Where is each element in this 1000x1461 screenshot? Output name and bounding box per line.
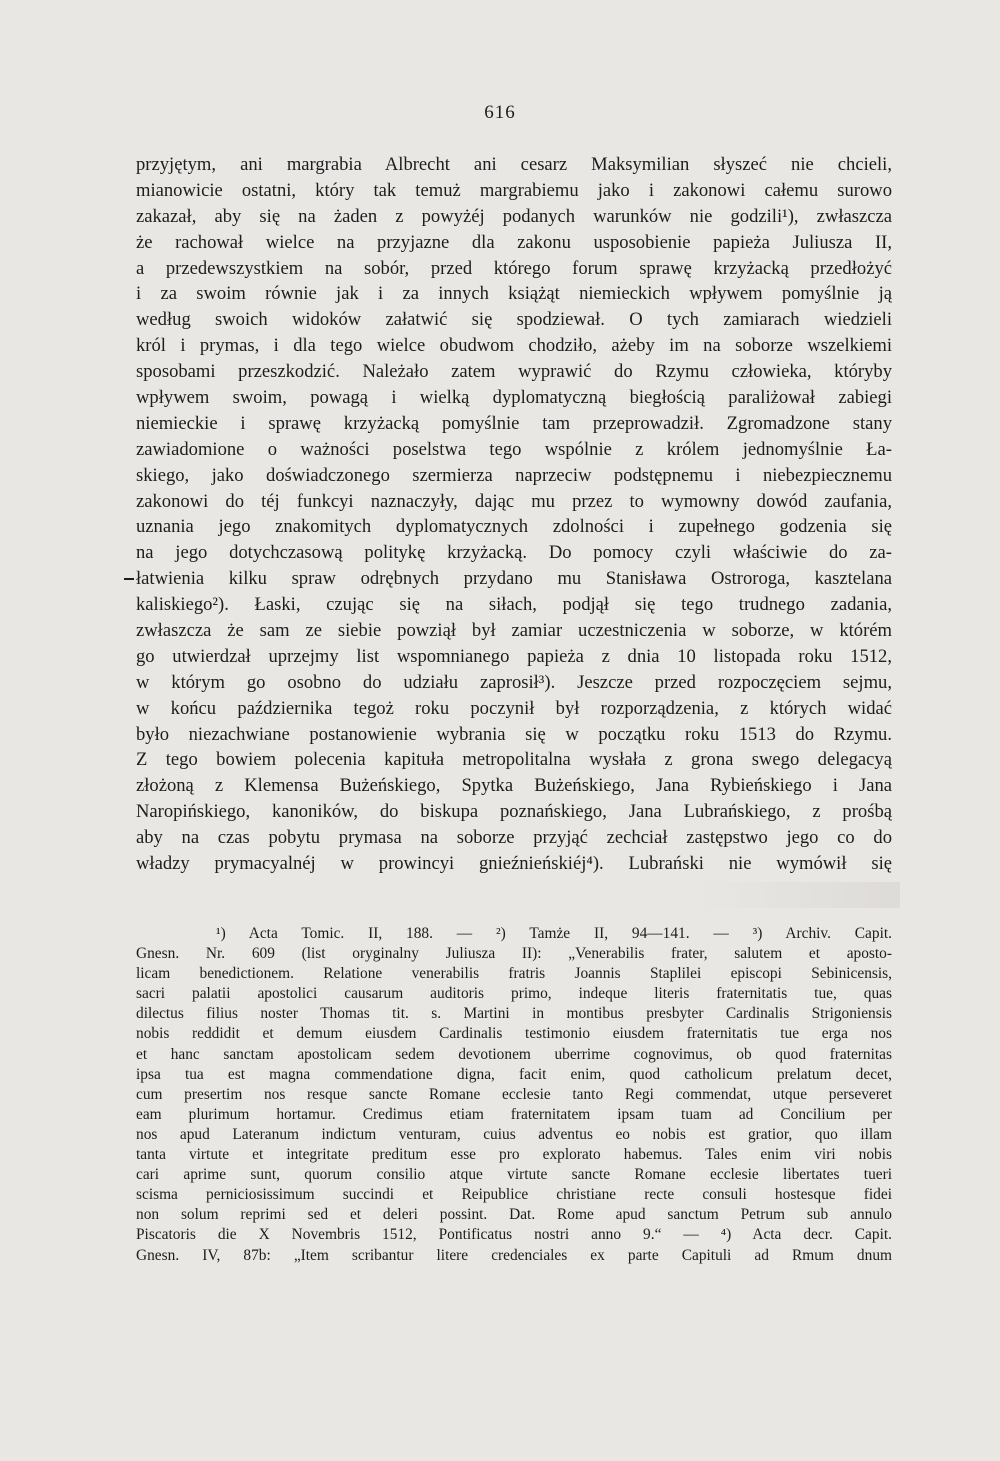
footnote-line: ¹) Acta Tomic. II, 188. — ²) Tamże II, 94—141. — ³) Archiv. Capit. (216, 925, 892, 942)
text-line: król i prymas, i dla tego wielce obudwom chodziło, ażeby im na soborze wszelkiemi (136, 335, 892, 357)
text-line: skiego, jako doświadczonego szermierza naprzeciw podstępnemu i niebezpiecznemu (136, 464, 892, 486)
footnote-line: nobis reddidit et demum eiusdem Cardinalis testimonio eiusdem fraternitatis tue erga nos (136, 1025, 892, 1043)
text-line: łatwienia kilku spraw odrębnych przydano mu Stanisława Ostroroga, kasztelana (136, 568, 892, 590)
text-line: zwłaszcza że sam ze siebie powziął był zamiar uczestniczenia w soborze, w którém (136, 620, 892, 642)
text-line: że rachował wielce na przyjazne dla zakonu usposobienie papieża Juliusza II, (136, 231, 892, 253)
footnote-line: nos apud Lateranum indictum venturam, cuius adventus eo nobis est gratior, quo illam (136, 1125, 892, 1143)
footnote-line: ipsa tua est magna commendatione digna, facit enim, quod catholicum prelatum decet, (136, 1065, 892, 1083)
footnote-line: sacri palatii apostolici causarum auditoris primo, indeque literis fraternitatis tue, quas (136, 985, 892, 1003)
main-text (136, 152, 892, 877)
footnotes (136, 924, 892, 1266)
footnote-line: scisma perniciosissimum succindi et Reipublice christiane recte consuli hostesque fidei (136, 1186, 892, 1204)
footnote-line: eam plurimum hortamur. Credimus etiam fraternitatem ipsam tuam ad Concilium per (136, 1105, 892, 1123)
text-line: złożoną z Klemensa Bużeńskiego, Spytka Bużeńskiego, Jana Rybieńskiego i Jana (136, 775, 892, 797)
text-line: w końcu października tegoż roku poczynił był rozporządzenia, z których widać (136, 697, 892, 719)
page-number: 616 (484, 102, 516, 123)
text-line: wpływem swoim, powagą i wielką dyplomatyczną biegłością paraliżował zabiegi (136, 387, 892, 409)
footnote-line: cari aprime sunt, quorum consilio atque virtute sancte Romane ecclesie libertates tueri (136, 1166, 892, 1184)
footnote-line: non solum reprimi sed et deleri possint. Dat. Rome apud sanctum Petrum sub annulo (136, 1206, 892, 1224)
text-line: zakonowi do téj funkcyi naznaczyły, dając mu przez to wymowny dowód zaufania, (136, 490, 892, 512)
text-line: zawiadomione o ważności poselstwa tego wspólnie z królem jednomyślnie Ła- (136, 438, 892, 460)
text-line: władzy prymacyalnéj w prowincyi gnieźnieńskiéj⁴). Lubrański nie wymówił się (136, 853, 892, 875)
text-line: zakazał, aby się na żaden z powyżéj podanych warunków nie godzili¹), zwłaszcza (136, 205, 892, 227)
text-line: według swoich widoków załatwić się spodziewał. O tych zamiarach wiedzieli (136, 309, 892, 331)
footnote-line: Gnesn. Nr. 609 (list oryginalny Juliusza II): „Venerabilis frater, salutem et aposto- (136, 945, 892, 963)
footnote-line: cum presertim nos resque sancte Romane ecclesie tanto Regi commendat, utque perseveret (136, 1085, 892, 1103)
footnote-line: dilectus filius noster Thomas tit. s. Martini in montibus presbyter Cardinalis Strigoniensis (136, 1005, 892, 1023)
text-line: Naropińskiego, kanoników, do biskupa poznańskiego, Jana Lubrańskiego, z prośbą (136, 801, 892, 823)
text-line: sposobami przeszkodzić. Należało zatem wyprawić do Rzymu człowieka, któryby (136, 361, 892, 383)
text-line: przyjętym, ani margrabia Albrecht ani cesarz Maksymilian słyszeć nie chcieli, (136, 154, 892, 175)
bleed-through-shadow (700, 882, 900, 908)
text-line: i za swoim równie jak i za innych książąt niemieckich wpływem pomyślnie ją (136, 283, 892, 305)
text-line: na jego dotychczasową politykę krzyżacką. Do pomocy czyli właściwie do za- (136, 542, 892, 564)
text-line: kaliskiego²). Łaski, czując się na siłach, podjął się tego trudnego zadania, (136, 594, 892, 616)
text-line: mianowicie ostatni, który tak temuż margrabiemu jako i zakonowi całemu surowo (136, 179, 892, 201)
text-line: niemieckie i sprawę krzyżacką pomyślnie tam przeprowadził. Zgromadzone stany (136, 412, 892, 434)
text-line: było niezachwiane postanowienie wybrania się w początku roku 1513 do Rzymu. (136, 723, 892, 745)
footnote-line: et hanc sanctam apostolicam sedem devotionem uberrime cognovimus, ob quod fraternitas (136, 1045, 892, 1063)
text-line: go utwierdzał uprzejmy list wspomnianego papieża z dnia 10 listopada roku 1512, (136, 645, 892, 667)
text-line: uznania jego znakomitych dyplomatycznych zdolności i zupełnego godzenia się (136, 516, 892, 538)
text-line: aby na czas pobytu prymasa na soborze przyjąć zechciał zastępstwo jego co do (136, 827, 892, 849)
footnote-line: Piscatoris die X Novembris 1512, Pontificatus nostri anno 9.“ — ⁴) Acta decr. Capit. (136, 1226, 892, 1244)
footnote-line: licam benedictionem. Relatione venerabilis fratris Joannis Staplilei episcopi Sebinicensis, (136, 965, 892, 983)
margin-dash-mark (124, 578, 134, 580)
footnote-line: Gnesn. IV, 87b: „Item scribantur litere credenciales ex parte Capituli ad Rmum dnum (136, 1246, 892, 1264)
text-line: w którym go osobno do udziału zaprosił³). Jeszcze przed rozpoczęciem sejmu, (136, 671, 892, 693)
text-line: Z tego bowiem polecenia kapituła metropolitalna wysłała z grona swego delegacyą (136, 749, 892, 771)
footnote-line: tanta virtute et integritate preditum esse pro explorato habemus. Tales enim viri nobis (136, 1146, 892, 1164)
text-line: a przedewszystkiem na sobór, przed którego forum sprawę krzyżacką przedłożyć (136, 257, 892, 279)
